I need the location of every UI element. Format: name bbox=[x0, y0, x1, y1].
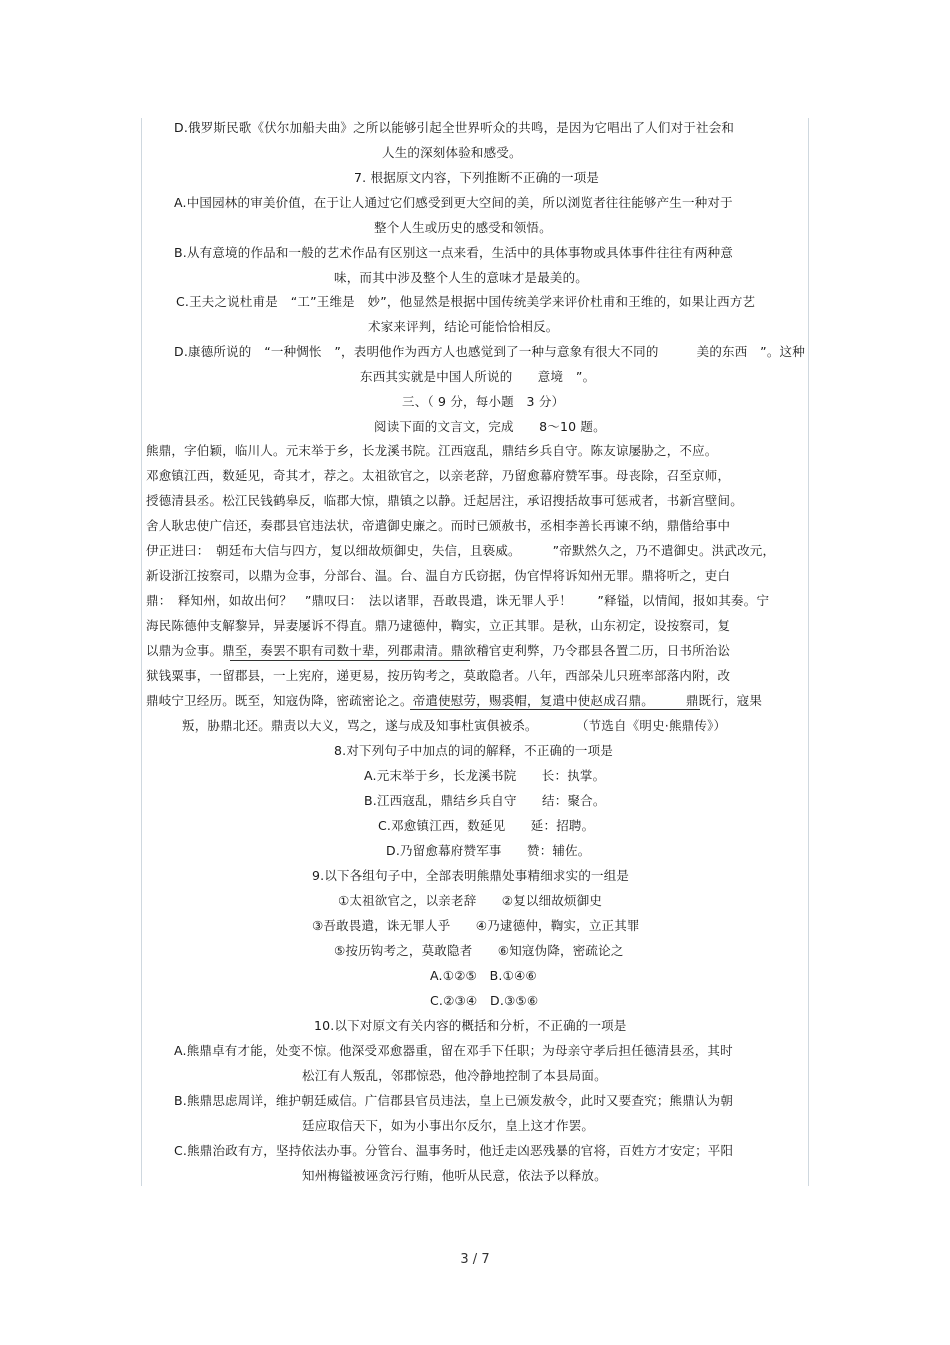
text-line: 三、（ 9 分，每小题 3 分） bbox=[402, 394, 565, 409]
text-line: 人生的深刻体验和感受。 bbox=[382, 145, 522, 160]
text-line: D.康德所说的 “一种惆怅 ”，表明他作为西方人也感觉到了一种与意象有很大不同的 美的东西 ”。这种 bbox=[174, 344, 805, 359]
text-line: ③吾敢畏遣，诛无罪人乎 ④乃逮德仲，鞫实，立正其罪 bbox=[312, 918, 640, 933]
text-line: 海民陈德仲支解黎异，异妻屡诉不得直。鼎乃逮德仲，鞫实，立正其罪。是秋，山东初定，设按察司，复 bbox=[146, 618, 731, 633]
text-line: ⑤按历钩考之，莫敢隐者 ⑥知寇伪降，密疏论之 bbox=[334, 943, 624, 958]
text-line: 以鼎为佥事。鼎至，奏罢不职有司数十辈，列郡肃清。鼎欲稽官吏利弊，乃令郡县各置二历，日书所治讼 bbox=[146, 643, 731, 658]
text-line: 舍人耿忠使广信还，奏郡县官违法状，帝遣御史廉之。而时已颁赦书，丞相李善长再谏不纳，鼎偕给事中 bbox=[146, 518, 731, 533]
underline-1 bbox=[230, 660, 470, 661]
text-line: 鼎： 释知州，如故出何？ ”鼎叹曰： 法以诸罪，吾敢畏遣，诛无罪人乎！ ”释镒，以情闻，报如其奏。宁 bbox=[146, 593, 770, 608]
text-line: C.熊鼎治政有方，坚持依法办事。分管台、温事务时，他迁走凶恶残暴的官将，百姓方才安定；平阳 bbox=[174, 1143, 734, 1158]
text-line: 叛，胁鼎北还。鼎责以大义，骂之，遂与成及知事杜寅俱被杀。 （节选自《明史·熊鼎传》） bbox=[182, 718, 727, 733]
text-line: 10.以下对原文有关内容的概括和分析，不正确的一项是 bbox=[314, 1018, 627, 1033]
text-line: C.邓愈镇江西，数延见 延：招聘。 bbox=[378, 818, 595, 833]
text-line: ①太祖欲官之，以亲老辞 ②复以细故烦御史 bbox=[338, 893, 603, 908]
text-line: 熊鼎，字伯颖，临川人。元末举于乡，长龙溪书院。江西寇乱，鼎结乡兵自守。陈友谅屡胁之，不应。 bbox=[146, 443, 718, 458]
text-line: 味，而其中涉及整个人生的意味才是最美的。 bbox=[334, 270, 589, 285]
text-line: B.江西寇乱，鼎结乡兵自守 结：聚合。 bbox=[364, 793, 606, 808]
text-line: 新设浙江按察司，以鼎为佥事，分部台、温。台、温自方氏窃据，伪官悍将诉知州无罪。鼎将听之，吏白 bbox=[146, 568, 731, 583]
text-line: 东西其实就是中国人所说的 意境 ”。 bbox=[360, 369, 596, 384]
text-line: C.②③④ D.③⑤⑥ bbox=[430, 993, 539, 1008]
text-line: 伊正进曰： 朝廷布大信与四方，复以细故烦御史，失信，且亵威。 ”帝默然久之，乃不遣御史。洪武改元， bbox=[146, 543, 776, 558]
document-page bbox=[141, 118, 809, 1186]
text-line: 阅读下面的文言文，完成 8～10 题。 bbox=[374, 419, 606, 434]
text-line: 廷应取信天下，如为小事出尔反尔，皇上这才作罢。 bbox=[302, 1118, 595, 1133]
text-line: 松江有人叛乱，邻郡惊恐，他冷静地控制了本县局面。 bbox=[302, 1068, 607, 1083]
text-line: 狱钱粟事，一留郡县，一上宪府，递更易，按历钩考之，莫敢隐者。八年，西部朵儿只班率部落内附，改 bbox=[146, 668, 731, 683]
page-number: 3 / 7 bbox=[460, 1252, 490, 1267]
text-line: 整个人生或历史的感受和领悟。 bbox=[374, 220, 552, 235]
text-line: 邓愈镇江西，数延见，奇其才，荐之。太祖欲官之，以亲老辞，乃留愈幕府赞军事。母丧除，召至京师， bbox=[146, 468, 731, 483]
text-line: A.熊鼎卓有才能，处变不惊。他深受邓愈器重，留在邓手下任职；为母亲守孝后担任德清县丞，其时 bbox=[174, 1043, 733, 1058]
text-line: 9.以下各组句子中，全部表明熊鼎处事精细求实的一组是 bbox=[312, 868, 630, 883]
text-line: 7. 根据原文内容，下列推断不正确的一项是 bbox=[354, 170, 600, 185]
text-line: A.①②⑤ B.①④⑥ bbox=[430, 968, 537, 983]
text-line: C.王夫之说杜甫是 “工”王维是 妙”，他显然是根据中国传统美学来评价杜甫和王维的，如果让西方艺 bbox=[176, 294, 756, 309]
text-line: 8.对下列句子中加点的词的解释，不正确的一项是 bbox=[334, 743, 614, 758]
text-line: D.乃留愈幕府赞军事 赞：辅佐。 bbox=[386, 843, 591, 858]
text-line: 术家来评判，结论可能恰恰相反。 bbox=[368, 319, 559, 334]
text-line: 鼎岐宁卫经历。既至，知寇伪降，密疏密论之。帝遣使慰劳，赐裘帽，复遣中使赵成召鼎。 鼎既行，寇果 bbox=[146, 693, 763, 708]
text-line: A.中国园林的审美价值，在于让人通过它们感受到更大空间的美，所以浏览者往往能够产生一种对于 bbox=[174, 195, 733, 210]
underline-2 bbox=[410, 709, 700, 710]
text-line: B.从有意境的作品和一般的艺术作品有区别这一点来看，生活中的具体事物或具体事件往往有两种意 bbox=[174, 245, 734, 260]
text-line: A.元末举于乡，长龙溪书院 长：执掌。 bbox=[364, 768, 606, 783]
text-line: 知州梅镒被诬贪污行贿，他听从民意，依法予以释放。 bbox=[302, 1168, 607, 1183]
text-line: B.熊鼎思虑周详，维护朝廷威信。广信郡县官员违法，皇上已颁发赦令，此时又要查究；熊鼎认为朝 bbox=[174, 1093, 734, 1108]
text-line: 授德清县丞。松江民钱鹤皋反，临郡大惊，鼎镇之以静。迁起居注，承诏搜括故事可惩戒者，书新宫壁间。 bbox=[146, 493, 743, 508]
text-line: D.俄罗斯民歌《伏尔加船夫曲》之所以能够引起全世界听众的共鸣，是因为它唱出了人们对于社会和 bbox=[174, 120, 735, 135]
